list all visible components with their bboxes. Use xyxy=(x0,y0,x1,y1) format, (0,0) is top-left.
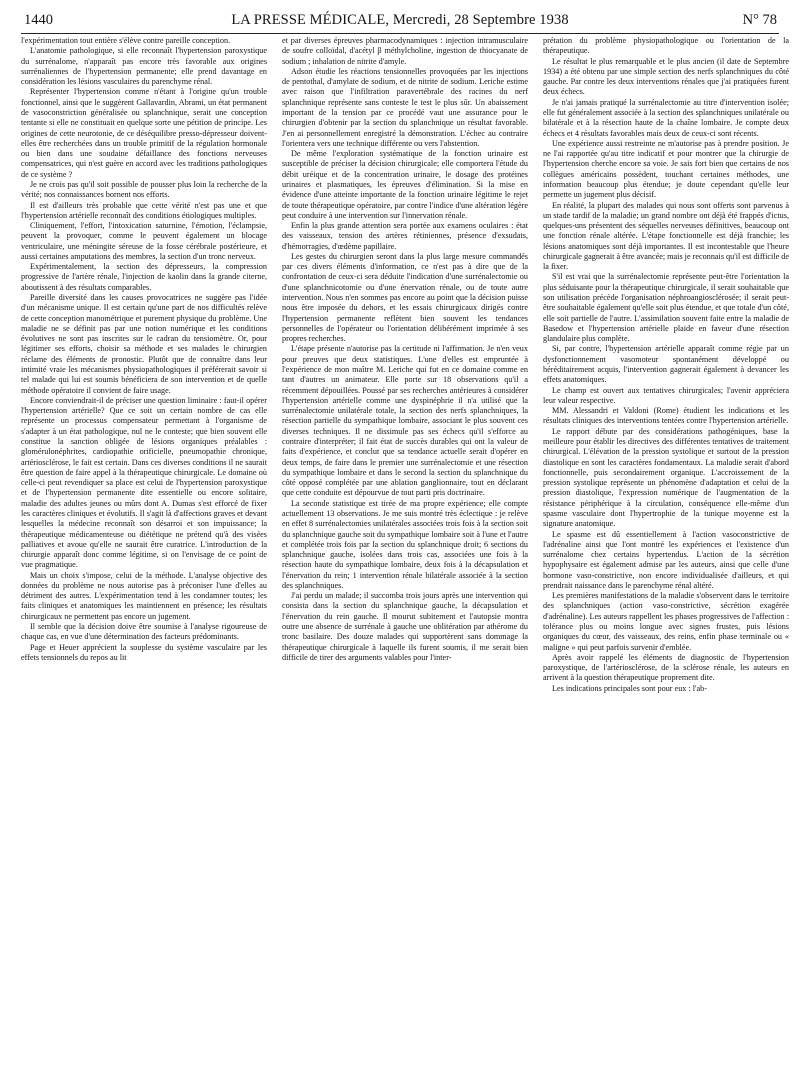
issue-number: N° 78 xyxy=(742,12,777,28)
running-title: LA PRESSE MÉDICALE, Mercredi, 28 Septembre 1938 xyxy=(231,12,569,28)
paragraph: L'anatomie pathologique, si elle reconnaît l'hypertension paroxystique du surrénalome, n'apparaît pas encore très favorable aux origines surrénaliennes de l'hypertension permanente; elle prend davantage en considération les lésions vasculaires du parenchyme rénal. xyxy=(21,46,267,87)
page-number: 1440 xyxy=(24,12,53,28)
page-header xyxy=(21,10,779,30)
paragraph: Représenter l'hypertension comme n'étant à l'origine qu'un trouble fonctionnel, ainsi que le suggèrent Gallavardin, Abrami, un état permanent de vasoconstriction généralisée ou splanchnique, serait une conception tentante si elle ne constituait en quelque sorte une pétition de principe. Les origines de cette neurotonie, de ce déséquilibre presso-dépresseur doivent-elles être recherchées dans un trouble primitif de la régulation hormonale ou bien dans une soudaine défaillance des fonctions nerveuses compensatrices, qui n'est guère en accord avec les traditions pathologiques de ce système ? xyxy=(21,87,267,179)
paragraph: Une expérience aussi restreinte ne m'autorise pas à prendre position. Je ne l'ai rapportée qu'au titre indicatif et pour montrer que la chirurgie de l'hypertension cherche encore sa voie. Je sais fort bien que certains de nos collègues américains possèdent, touchant certaines méthodes, une information beaucoup plus étendue; je doute cependant qu'elle leur permette un jugement plus décisif. xyxy=(543,138,789,200)
paragraph: Il est d'ailleurs très probable que cette vérité n'est pas une et que l'hypertension artérielle reconnaît des conditions étiologiques multiples. xyxy=(21,200,267,220)
paragraph: Le champ est ouvert aux tentatives chirurgicales; l'avenir appréciera leur valeur respective. xyxy=(543,385,789,405)
paragraph: prétation du problème physiopathologique ou l'orientation de la thérapeutique. xyxy=(543,36,789,56)
paragraph: Les premières manifestations de la maladie s'observent dans le territoire des splanchniques (action vaso-constrictive, sécrétion exagérée d'adrénaline). Les auteurs rappellent les phases progressives de l'affection : tolérance plus ou moins longue avec signes frustes, puis lésions organiques du cœur, des vaisseaux, des reins, enfin phase terminale ou « maligne » qui peut parfois survenir d'emblée. xyxy=(543,591,789,652)
header-rule xyxy=(21,33,779,34)
paragraph: Mais un choix s'impose, celui de la méthode. L'analyse objective des données du problème ne nous autorise pas à préconiser l'une d'elles au détriment des autres. L'expérimentation tend à les condamner toutes; les faits cliniques et anatomiques les maintiennent en présence; les résultats chirurgicaux ne permettent pas encore un jugement. xyxy=(21,570,267,621)
paragraph: Expérimentalement, la section des dépresseurs, la compression progressive de l'artère rénale, l'injection de kaolin dans la grande citerne, aboutissent à des résultats comparables. xyxy=(21,262,267,292)
paragraph: S'il est vrai que la surrénalectomie représente peut-être l'orientation la plus séduisante pour la thérapeutique chirurgicale, il serait souhaitable que son utilisation précède l'organisation néphroangiosclérosée; il serait peut-être souhaitable également qu'elle soit plus étendue, et que totale d'un côté, elle soit partielle de l'autre. L'assimilation souvent faite entre la maladie de Basedow et l'hypertension artérielle plaide en faveur d'une résection glandulaire plus complète. xyxy=(543,272,789,344)
paragraph: Je n'ai jamais pratiqué la surrénalectomie au titre d'intervention isolée; elle fut généralement associée à la section des splanchniques unilatérale ou bilatérale et à la résection haute de la chaîne lombaire. Je compte deux échecs et 4 résultats favorables mais deux de ceux-ci sont récents. xyxy=(543,97,789,138)
paragraph: Adson étudie les réactions tensionnelles provoquées par les injections de pentothal, d'amylate de sodium, et de nitrite de sodium. Leriche estime avec raison que l'infiltration paravertébrale des racines du nerf splanchnique représente sans conteste le test le plus sûr. Un abaissement important de la tension par ce procédé vaut une assurance pour le chirurgien d'obtenir par la section du splanchnique un résultat favorable. J'en ai personnellement enregistré la démonstration. L'échec au contraire l'orientera vers une technique différente ou vers l'abstention. xyxy=(282,66,528,148)
paragraph: J'ai perdu un malade; il succomba trois jours après une intervention qui consista dans la section du splanchnique gauche, la décapsulation et l'énervation du rein gauche. Il mourut subitement et l'autopsie montra outre une absence de surrénale à gauche une oblitération par athérome du tronc basilaire. Des douze malades qui supportèrent sans dommage la thérapeutique chirurgicale à laquelle ils furent soumis, il me serait bien difficile de tirer des arguments valables pour l'inter- xyxy=(282,591,528,662)
paragraph: Il semble que la décision doive être soumise à l'analyse rigoureuse de chaque cas, en vue d'une détermination des facteurs prédominants. xyxy=(21,622,267,642)
paragraph: Enfin la plus grande attention sera portée aux examens oculaires : état des vaisseaux, tension des artères rétiniennes, présence d'exsudats, d'hémorragies, d'œdème papillaire. xyxy=(282,221,528,251)
paragraph: Les indications principales sont pour eux : l'ab- xyxy=(552,683,707,693)
text-columns xyxy=(21,36,790,694)
paragraph: Si, par contre, l'hypertension artérielle apparaît comme régie par un dysfonctionnement vasomoteur spontanément développé ou héréditairement acquis, l'intervention gagnerait également à devancer les effets anatomiques. xyxy=(543,344,789,385)
paragraph: Après avoir rappelé les éléments de diagnostic de l'hypertension paroxystique, de l'artériosclérose, de la sclérose rénale, les auteurs en arrivent à la question thérapeutique proprement dite. xyxy=(543,652,789,683)
paragraph: Le spasme est dû essentiellement à l'action vasoconstrictive de l'adrénaline ainsi que l'ont montré les expériences et l'existence d'un surrénalome chez certains hypertendus. L'action de la sécrétion hypophysaire est également admise par les auteurs, ainsi que celle d'une hormone vaso-constrictive, non encore individualisée d'ailleurs, et qui prendrait naissance dans le parenchyme rénal altéré. xyxy=(543,529,789,590)
paragraph: La seconde statistique est tirée de ma propre expérience; elle compte actuellement 13 observations. Je me suis montré très éclectique : je relève en effet 8 surrénalectomies unilatérales associées trois fois à la section soit du splanchnique gauche soit du sympathique lombaire soit à l'une et l'autre et complétée trois fois par la section du splanchnique droit; 6 sections du splanchnique gauche, isolées dans trois cas, associées une fois à la résection haute du sympathique lombaire, deux fois à la décapsulation et l'énervation du rein; 1 intervention rénale bilatérale associée à la section des splanchniques. xyxy=(282,498,528,590)
column-left xyxy=(21,36,267,694)
column-right xyxy=(543,36,789,694)
paragraph: En réalité, la plupart des malades qui nous sont offerts sont parvenus à un stade tardif de la maladie; un grand nombre ont déjà été frappés d'ictus, quelques-uns présentent des séquelles nerveuses définitives, beaucoup ont une fonction rénale altérée. L'étape fonctionnelle est déjà franchie; les lésions anatomiques sont déjà importantes. Il est incontestable que l'heure chirurgicale gagnerait à être avancée; mais je reconnais qu'il est difficile de la fixer. xyxy=(543,200,790,272)
paragraph: L'étape présente n'autorise pas la certitude ni l'affirmation. Je n'en veux pour preuves que deux statistiques. L'une d'elles est empruntée à l'expérience de mon maître M. Leriche qui fut en ce domaine comme en tant d'autres un animateur. Elle porte sur 18 observations qu'il a récemment dépouillées. Poussé par ses recherches antérieures à considérer l'hypertension artérielle comme une dyspinéphrie il n'a utilisé que la surrénalectomie unilatérale totale, la section des nerfs splanchniques, la résection partielle du sympathique lombaire, associant le plus souvent ces diverses techniques. Il ne dissimule pas ses échecs qu'il s'efforce au contraire d'interpréter; il fait état de succès durables qui ont la valeur de faits d'expérience, et conclut que sa tendance actuelle serait d'opérer en deux temps, de faire dans le premier une surrénalectomie et une résection du sympathique lombaire et dans le second la section du splanchnique du côté opposé complétée par une ablation ganglionnaire, tout en déclarant que cette conduite est dépourvue de tout parti pris doctrinaire. xyxy=(282,344,528,498)
column-middle xyxy=(282,36,528,694)
paragraph: et par diverses épreuves pharmacodynamiques : injection intramusculaire de soufre colloïdal, d'acétyl β méthylcholine, ingestion de thiocyanate de sodium ; inhalation de nitrite d'amyle. xyxy=(282,36,528,66)
paragraph: Cliniquement, l'effort, l'intoxication saturnine, l'émotion, l'éclampsie, peuvent la provoquer, comme le peuvent également un blocage ventriculaire, une méningite séreuse de la fosse cérébrale postérieure, et aussi certaines amputations des membres, la section d'un tronc nerveux. xyxy=(21,221,267,261)
paragraph: l'expérimentation tout entière s'élève contre pareille conception. xyxy=(21,36,231,45)
paragraph: Le rapport débute par des considérations pathogéniques, base la meilleure pour établir les directives des différentes tentatives de traitement chirurgical. L'élévation de la pression systolique et surtout de la pression diastolique en sont les caractères fondamentaux. La maladie serait d'abord fonctionnelle, puis secondairement organique. L'accroissement de la pression systolique représente un phénomène d'adaptation et celui de la pression diastolique, l'expression numérique de l'augmentation de la résistance périphérique à la circulation, conséquence elle-même d'un spasme vasculaire dont l'hypertrophie de la tunique moyenne est la signature anatomique. xyxy=(543,426,789,529)
paragraph: Pareille diversité dans les causes provocatrices ne suggère pas l'idée d'un mécanisme unique. Il est certain qu'une part de nos difficultés relève de cette conception manométrique et purement physique du problème. Une maladie ne se définit pas par une notion numérique et les conditions évolutives ne sont pas inscrites sur le cadran du tensiomètre. Or, pour légitimer ses efforts, choisir sa méthode et ses malades le chirurgien réclame des éléments de pronostic. Plutôt que de connaître dans leur intimité vraie les mécanismes physiopathologiques il préférerait savoir si tel malade qui lui est soumis bénéficiera de son intervention et de quelle méthode opératoire il convient de faire usage. xyxy=(21,293,267,395)
paragraph: Page et Heuer apprécient la souplesse du système vasculaire par les effets tensionnels du repos au lit xyxy=(21,642,267,662)
paragraph: Encore conviendrait-il de préciser une question liminaire : faut-il opérer l'hypertension artérielle? Que ce soit un certain nombre de cas elle représente un processus compensateur permettant à l'organisme de s'adapter à un état pathologique, nul ne le conteste; que bien souvent elle constitue la sanction obligée de lésions organiques préalables : glomérulonéphrites, cardiopathie orificielle, pneumopathie chronique, artériosclérose, le fait est certain. Dans ces diverses conditions il ne saurait être question de faire appel à la thérapeutique chirurgicale. Le domaine où celle-ci peut revendiquer sa place est celui de l'hypertension paroxystique et de l'hypertension permanente dite essentielle ou encore solitaire, maladie des adultes jeunes ou mûrs dont A. Dumas s'est efforcé de fixer les caractères cliniques et évolutifs. Il s'agit là d'affections graves et devant lesquelles la médecine reconnaît son désarroi et son impuissance; la thérapeutique médicamenteuse ou diététique ne prétend qu'à des visées palliatives et avoue qu'elle ne saurait être curatrice. L'introduction de la chirurgie apparaît donc comme légitime, si on l'envisage de ce point de vue pragmatique. xyxy=(21,395,267,570)
paragraph: Les gestes du chirurgien seront dans la plus large mesure commandés par ces divers éléments d'information, ce n'est pas à dire que de la confrontation de ceux-ci sera déduite l'indication d'une surrénalectomie ou d'une splanchnicotomie ou d'une énervation rénale, ou de toute autre intervention. Nous n'en sommes pas encore au point que la décision puisse nous être imposée du dehors, et les essais chirurgicaux dirigés contre l'hypertension permanente reflètent bien souvent les tendances personnelles de l'opérateur ou l'orientation délibérément imprimée à ses propres recherches. xyxy=(282,251,528,344)
paragraph: Le résultat le plus remarquable et le plus ancien (il date de Septembre 1934) a été obtenu par une simple section des nerfs splanchniques du côté gauche. Par contre les deux interventions rénales que j'ai pratiquées furent deux échecs. xyxy=(543,56,789,97)
paragraph: Je ne crois pas qu'il soit possible de pousser plus loin la recherche de la vérité; nos connaissances bornent nos efforts. xyxy=(21,179,267,200)
paragraph: MM. Alessandri et Valdoni (Rome) étudient les indications et les résultats cliniques des interventions tentées contre l'hypertension artérielle. xyxy=(543,406,789,426)
paragraph: De même l'exploration systématique de la fonction urinaire est susceptible de préciser la décision chirurgicale; elle comportera l'étude du débit uréique et de la concentration urinaire, le dosage des protéines urinaires et plasmatiques, les épreuves d'élimination. Si la mise en évidence d'une atteinte importante de la fonction urinaire légitime le rejet de toute thérapeutique opératoire, par contre l'indice d'une altération légère peut conduire à une intervention sur l'innervation rénale. xyxy=(282,149,528,220)
